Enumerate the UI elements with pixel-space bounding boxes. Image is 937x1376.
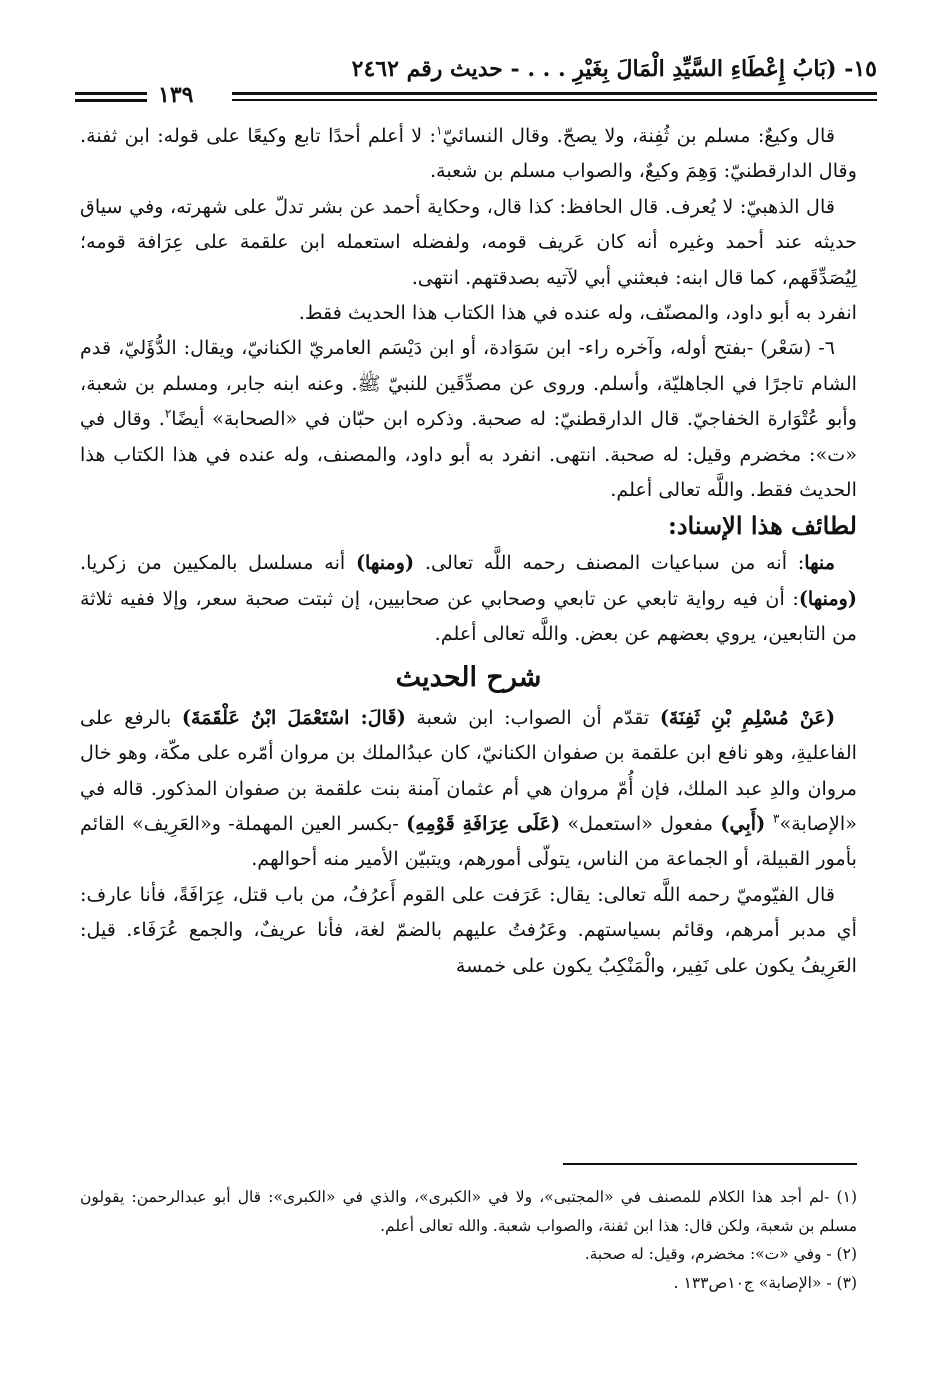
header-rule	[232, 92, 877, 95]
paragraph: قال الذهبيّ: لا يُعرف. قال الحافظ: كذا قال، وحكاية أحمد عن بشر تدلّ على شهرته، وفي سياق حديثه عند أحمد وغيره أنه كان عَريف قومه، ولفضله استعمله ابن علقمة على عِرَافة قومه؛ لِيُصَدِّقَهم، كما قال ابنه: فبعثني أبي لآتيه بصدقتهم. انتهى.	[80, 194, 857, 289]
section-heading-latifa: لطائف هذا الإسناد:	[667, 511, 857, 541]
paragraph: (عَنْ مُسْلِمِ بْنِ ثَفِنَةَ) تقدّم أن الصواب: ابن شعبة (قَالَ: اسْتَعْمَلَ ابْنُ عَلْقَمَةَ) بالرفع على الفاعليةِ، وهو نافع ابن علقمة بن صفوان الكنانيّ، كان عبدُالملك بن مروان أمّره على مكّة، وهو خال مروان والدِ عبد الملك، فإن أُمّ مروان هي أم عثمان آمنة بنت علقمة بن صفوان المذكور. قاله في «الإصابة»$^٣$ (أَبِي) مفعول «استعمل» (عَلَى عِرَافَةِ قَوْمِهِ) -بكسر العين المهملة- و«العَرِيف» القائم بأمور القبيلة، أو الجماعة من الناس، يتولّى أمورهم، ويتبيّن الأمير منه أحوالهم.	[80, 705, 857, 871]
footnote-ref[interactable]: ٣	[773, 811, 780, 826]
page-number: ١٣٩	[158, 82, 194, 108]
main-text	[80, 118, 857, 983]
paragraph: قال وكيعٌ: مسلم بن ثُفِنة، ولا يصحّ. وقال النسائيّ$^١$: لا أعلم أحدًا تابع وكيعًا على قوله: ابن ثفنة. وقال الدارقطنيّ: وَهِمَ وكيعٌ، والصواب مسلم بن شعبة.	[80, 123, 857, 183]
header-rule-thin	[232, 99, 877, 101]
paragraph: انفرد به أبو داود، والمصنّف، وله عنده في هذا الكتاب هذا الحديث فقط.	[298, 301, 857, 325]
header-title: ١٥- (بَابُ إِعْطَاءِ السَّيِّدِ الْمَالَ بِغَيْرِ . . . - حديث رقم ٢٤٦٢	[351, 56, 877, 82]
footnote: (٣) - «الإصابة» ج١٠ص١٣٣ .	[673, 1273, 857, 1292]
footnote: (٢) - وفي «ت»: مخضرم، وقيل: له صحبة.	[584, 1245, 857, 1263]
header-double-rule-left	[75, 92, 147, 106]
paragraph: منها: أنه من سباعيات المصنف رحمه اللَّه تعالى. (ومنها) أنه مسلسل بالمكيين من زكريا. (ومنها): أن فيه رواية تابعي عن تابعي وصحابي عن صحابيين، إن ثبتت صحبة سعر، وإلا ففيه ثلاثة من التابعين، يروي بعضهم عن بعض. واللَّه تعالى أعلم.	[80, 551, 857, 646]
paragraph: قال الفيّوميّ رحمه اللَّه تعالى: يقال: عَرَفت على القوم أَعرُفُ، من باب قتل، عِرَافَةً، فأنا عارف: أي مدبر أمرهم، وقائم بسياستهم. وعَرُفتُ عليهم بالضمّ لغة، فأنا عريفٌ، والجمع عُرَفَاء. قيل: العَرِيفُ يكون على نَفِير، والْمَنْكِبُ يكون على خمسة	[80, 882, 857, 977]
paragraph: ٦- (سَعْر) -بفتح أوله، وآخره راء- ابن سَوَادة، أو ابن دَيْسَم العامريّ الكنانيّ، ويقال: الدُّؤَليّ، قدم الشام تاجرًا في الجاهليّة، وأسلم. وروى عن مصدِّقَين للنبيّ ﷺ. وعنه ابنه جابر، ومسلم بن شعبة، وأبو عُتْوَارة الخفاجيّ. قال الدارقطنيّ: له صحبة. وذكره ابن حبّان في «الصحابة» أيضًا$^٢$. وقال في «ت»: مخضرم وقيل: له صحبة. انتهى. انفرد به أبو داود، والمصنف، وله عنده في هذا الكتاب هذا الحديث فقط. واللَّه تعالى أعلم.	[80, 336, 857, 502]
footnote: (١) -لم أجد هذا الكلام للمصنف في «المجتبى»، ولا في «الكبرى»، والذي في «الكبرى»: قال أبو عبدالرحمن: يقولون مسلم بن شعبة، ولكن قال: هذا ابن ثفنة، والصواب شعبة. والله تعالى أعلم.	[80, 1188, 857, 1235]
footnotes	[80, 1183, 857, 1297]
section-heading-sharh: شرح الحديث	[395, 661, 542, 693]
footnote-ref[interactable]: ٢	[164, 406, 172, 421]
footnote-ref[interactable]: ١	[436, 123, 443, 138]
footnote-separator	[563, 1163, 857, 1165]
